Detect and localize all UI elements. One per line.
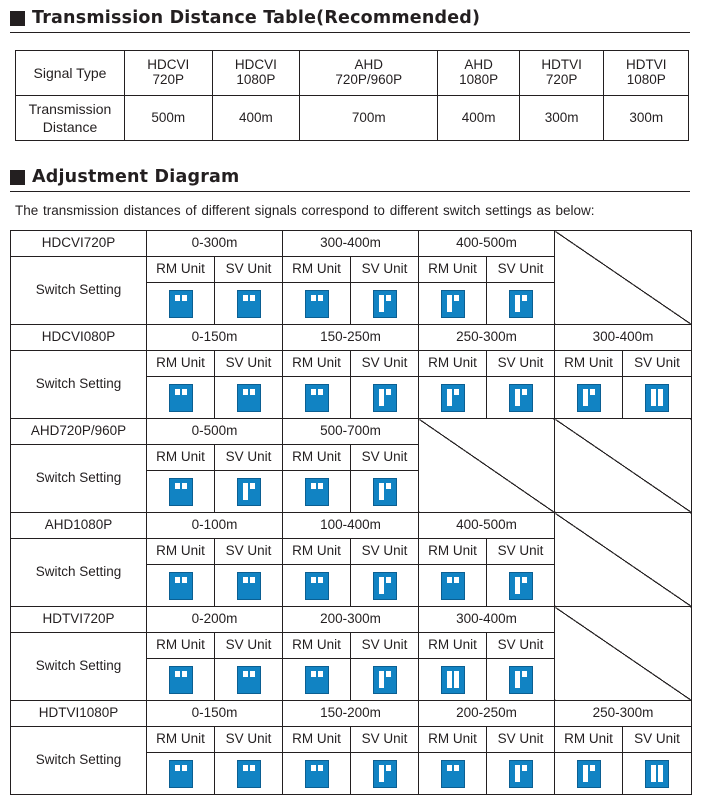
rm-dip-switch-icon [577,384,601,412]
switch-key [243,295,248,301]
sv-dip-switch-icon [237,572,261,600]
switch-key [522,389,527,395]
switch-key [522,295,527,301]
distance-range: 0-150m [147,325,283,351]
distance-range: 400-500m [419,231,555,257]
empty-cell [555,607,692,701]
switch-key [583,765,588,782]
switch-key [175,577,180,583]
sv-dip-switch-icon [237,666,261,694]
switch-key [379,671,384,688]
rm-switch-cell [555,377,623,419]
switch-key [311,389,316,395]
rm-dip-switch-icon [169,290,193,318]
switch-key [515,765,520,782]
distance-range: 250-300m [555,701,692,727]
switch-setting-label: Switch Setting [11,445,147,513]
switch-key [182,389,187,395]
switch-key [522,577,527,583]
unit-row [11,351,692,377]
rm-unit-label: RM Unit [283,633,351,659]
rm-dip-switch-icon [305,760,329,788]
unit-row [11,727,692,753]
switch-key [311,671,316,677]
sv-dip-switch-icon [509,290,533,318]
rm-dip-switch-icon [441,760,465,788]
distance-value: 700m [300,96,438,141]
distance-range: 300-400m [283,231,419,257]
sv-unit-label: SV Unit [215,445,283,471]
rm-switch-cell [419,659,487,701]
signal-type-header: HDCVI 1080P [212,51,300,96]
distance-range: 100-400m [283,513,419,539]
rm-switch-cell [147,283,215,325]
sv-switch-cell [351,283,419,325]
sv-switch-cell [487,565,555,607]
switch-key [243,577,248,583]
sv-switch-cell [215,659,283,701]
rm-switch-cell [419,753,487,795]
switch-key [379,483,384,500]
sv-unit-label: SV Unit [487,539,555,565]
rm-dip-switch-icon [169,760,193,788]
switch-key [454,671,459,688]
signal-type-header: HDTVI 1080P [604,51,689,96]
switch-key [318,389,323,395]
switch-key [311,577,316,583]
rm-dip-switch-icon [441,290,465,318]
sv-dip-switch-icon [373,384,397,412]
sv-switch-cell [215,753,283,795]
sv-dip-switch-icon [373,478,397,506]
rm-unit-label: RM Unit [147,727,215,753]
sv-dip-switch-icon [509,760,533,788]
range-row [11,325,692,351]
sv-unit-label: SV Unit [351,445,419,471]
switch-key [447,577,452,583]
switch-key [379,765,384,782]
sv-unit-label: SV Unit [215,727,283,753]
range-row [11,513,692,539]
switch-key [175,765,180,771]
sv-unit-label: SV Unit [351,257,419,283]
sv-dip-switch-icon [509,572,533,600]
sv-unit-label: SV Unit [487,257,555,283]
switch-key [515,671,520,688]
switch-key [454,295,459,301]
distance-range: 250-300m [419,325,555,351]
rm-switch-cell [419,377,487,419]
switch-key [447,765,452,771]
switch-key [182,765,187,771]
sv-unit-label: SV Unit [351,539,419,565]
sv-switch-cell [215,565,283,607]
rm-switch-cell [147,659,215,701]
switch-key [250,389,255,395]
signal-type-header: HDCVI 720P [125,51,213,96]
switch-key [250,577,255,583]
switch-key [590,389,595,395]
switch-setting-label: Switch Setting [11,727,147,795]
transmission-distance-label: Transmission Distance [16,96,125,141]
switch-key [250,295,255,301]
switch-key [515,295,520,312]
rm-dip-switch-icon [441,666,465,694]
range-row [11,607,692,633]
rm-switch-cell [419,283,487,325]
switch-key [182,671,187,677]
switch-key [175,483,180,489]
switch-key [250,483,255,489]
rm-unit-label: RM Unit [555,727,623,753]
sv-switch-cell [351,565,419,607]
rm-dip-switch-icon [169,478,193,506]
section-heading-adjustment [10,164,239,190]
range-row [11,419,692,445]
switch-key [318,765,323,771]
sv-switch-cell [215,377,283,419]
sv-dip-switch-icon [373,572,397,600]
section-heading-distance [10,5,480,31]
rm-unit-label: RM Unit [147,633,215,659]
rm-unit-label: RM Unit [419,351,487,377]
switch-key [379,389,384,406]
switch-key [454,389,459,395]
sv-unit-label: SV Unit [215,351,283,377]
rm-unit-label: RM Unit [419,257,487,283]
empty-cell [555,419,692,513]
rm-dip-switch-icon [169,572,193,600]
switch-key [386,577,391,583]
switch-key [243,389,248,395]
signal-name: AHD720P/960P [11,419,147,445]
distance-value: 400m [212,96,300,141]
switch-key [515,577,520,594]
signal-name: HDCVI720P [11,231,147,257]
distance-table [15,50,689,141]
rm-unit-label: RM Unit [147,257,215,283]
distance-range: 500-700m [283,419,419,445]
signal-type-header: AHD 1080P [438,51,520,96]
sv-dip-switch-icon [645,760,669,788]
switch-setting-label: Switch Setting [11,539,147,607]
switch-key [175,671,180,677]
switch-key [311,295,316,301]
switch-key [379,295,384,312]
adjustment-table [10,230,692,795]
signal-name: HDTVI1080P [11,701,147,727]
sv-unit-label: SV Unit [351,633,419,659]
sv-switch-cell [351,659,419,701]
switch-key [386,389,391,395]
rm-switch-cell [147,377,215,419]
sv-switch-cell [487,753,555,795]
rm-unit-label: RM Unit [419,727,487,753]
sv-switch-cell [487,659,555,701]
distance-value: 300m [604,96,689,141]
distance-range: 0-300m [147,231,283,257]
range-row [11,701,692,727]
switch-key [182,577,187,583]
sv-unit-label: SV Unit [487,633,555,659]
empty-cell [419,419,555,513]
distance-range: 0-100m [147,513,283,539]
switch-key [175,389,180,395]
switch-setting-label: Switch Setting [11,633,147,701]
rm-switch-cell [147,471,215,513]
sv-switch-cell [351,753,419,795]
switch-key [651,389,656,406]
rm-dip-switch-icon [305,384,329,412]
switch-key [318,483,323,489]
signal-type-header: AHD 720P/960P [300,51,438,96]
switch-key [454,577,459,583]
sv-switch-cell [623,753,692,795]
sv-switch-cell [623,377,692,419]
switch-setting-label: Switch Setting [11,351,147,419]
sv-unit-label: SV Unit [215,633,283,659]
switch-key [182,295,187,301]
signal-type-header: HDTVI 720P [519,51,604,96]
sv-dip-switch-icon [237,478,261,506]
sv-unit-label: SV Unit [623,727,692,753]
switch-key [386,765,391,771]
rm-switch-cell [147,753,215,795]
sv-dip-switch-icon [509,666,533,694]
sv-dip-switch-icon [645,384,669,412]
rm-dip-switch-icon [305,290,329,318]
distance-range: 0-500m [147,419,283,445]
rm-switch-cell [283,471,351,513]
rm-dip-switch-icon [577,760,601,788]
switch-key [447,295,452,312]
distance-range: 0-150m [147,701,283,727]
switch-key [447,389,452,406]
switch-key [515,389,520,406]
sv-dip-switch-icon [373,290,397,318]
rm-switch-cell [283,565,351,607]
switch-key [250,765,255,771]
switch-key [250,671,255,677]
switch-key [386,483,391,489]
switch-key [454,765,459,771]
sv-switch-cell [215,471,283,513]
rm-unit-label: RM Unit [283,727,351,753]
sv-dip-switch-icon [509,384,533,412]
switch-key [311,483,316,489]
sv-unit-label: SV Unit [623,351,692,377]
rm-switch-cell [283,753,351,795]
heading-rule [10,32,690,33]
section-title: Adjustment Diagram [32,167,240,187]
rm-unit-label: RM Unit [419,633,487,659]
sv-dip-switch-icon [373,666,397,694]
distance-range: 300-400m [419,607,555,633]
sv-dip-switch-icon [237,384,261,412]
sv-unit-label: SV Unit [215,257,283,283]
rm-unit-label: RM Unit [555,351,623,377]
rm-dip-switch-icon [169,666,193,694]
signal-name: HDCVI080P [11,325,147,351]
distance-value-row [16,96,689,141]
distance-range: 200-250m [419,701,555,727]
switch-key [386,671,391,677]
rm-unit-label: RM Unit [283,257,351,283]
sv-unit-label: SV Unit [487,351,555,377]
sv-unit-label: SV Unit [351,351,419,377]
empty-cell [555,513,692,607]
rm-unit-label: RM Unit [147,351,215,377]
signal-type-label: Signal Type [16,51,125,96]
rm-dip-switch-icon [305,666,329,694]
sv-switch-cell [351,471,419,513]
distance-range: 150-200m [283,701,419,727]
distance-value: 500m [125,96,213,141]
switch-key [379,577,384,594]
sv-dip-switch-icon [237,290,261,318]
distance-range: 200-300m [283,607,419,633]
rm-switch-cell [283,659,351,701]
sv-switch-cell [487,377,555,419]
signal-name: AHD1080P [11,513,147,539]
switch-key [318,577,323,583]
sv-unit-label: SV Unit [215,539,283,565]
section-title: Transmission Distance Table(Recommended) [32,8,481,28]
switch-key [318,295,323,301]
switch-key [243,671,248,677]
switch-key [658,765,663,782]
rm-unit-label: RM Unit [283,351,351,377]
switch-key [175,295,180,301]
sv-switch-cell [351,377,419,419]
sv-dip-switch-icon [237,760,261,788]
switch-key [243,483,248,500]
rm-switch-cell [555,753,623,795]
heading-square-icon [10,170,25,185]
switch-key [658,389,663,406]
rm-switch-cell [147,565,215,607]
switch-key [182,483,187,489]
intro-text: The transmission distances of different signals correspond to different switch settings as below: [15,203,595,218]
switch-setting-label: Switch Setting [11,257,147,325]
rm-dip-switch-icon [305,478,329,506]
switch-key [522,765,527,771]
switch-key [243,765,248,771]
sv-switch-cell [487,283,555,325]
sv-switch-cell [215,283,283,325]
sv-dip-switch-icon [373,760,397,788]
distance-value: 400m [438,96,520,141]
distance-range: 400-500m [419,513,555,539]
rm-dip-switch-icon [441,572,465,600]
heading-square-icon [10,11,25,26]
switch-key [447,671,452,688]
distance-range: 300-400m [555,325,692,351]
sv-unit-label: SV Unit [487,727,555,753]
rm-switch-cell [419,565,487,607]
distance-header-row [16,51,689,96]
switch-key [651,765,656,782]
range-row [11,231,692,257]
rm-switch-cell [283,377,351,419]
rm-dip-switch-icon [441,384,465,412]
switch-key [522,671,527,677]
signal-name: HDTVI720P [11,607,147,633]
rm-unit-label: RM Unit [283,445,351,471]
rm-unit-label: RM Unit [147,445,215,471]
switch-key [583,389,588,406]
heading-rule [10,191,690,192]
rm-dip-switch-icon [305,572,329,600]
sv-unit-label: SV Unit [351,727,419,753]
distance-range: 0-200m [147,607,283,633]
empty-cell [555,231,692,325]
switch-key [386,295,391,301]
rm-unit-label: RM Unit [283,539,351,565]
distance-value: 300m [519,96,604,141]
rm-switch-cell [283,283,351,325]
rm-unit-label: RM Unit [147,539,215,565]
rm-unit-label: RM Unit [419,539,487,565]
switch-key [318,671,323,677]
rm-dip-switch-icon [169,384,193,412]
switch-key [311,765,316,771]
switch-key [590,765,595,771]
distance-range: 150-250m [283,325,419,351]
